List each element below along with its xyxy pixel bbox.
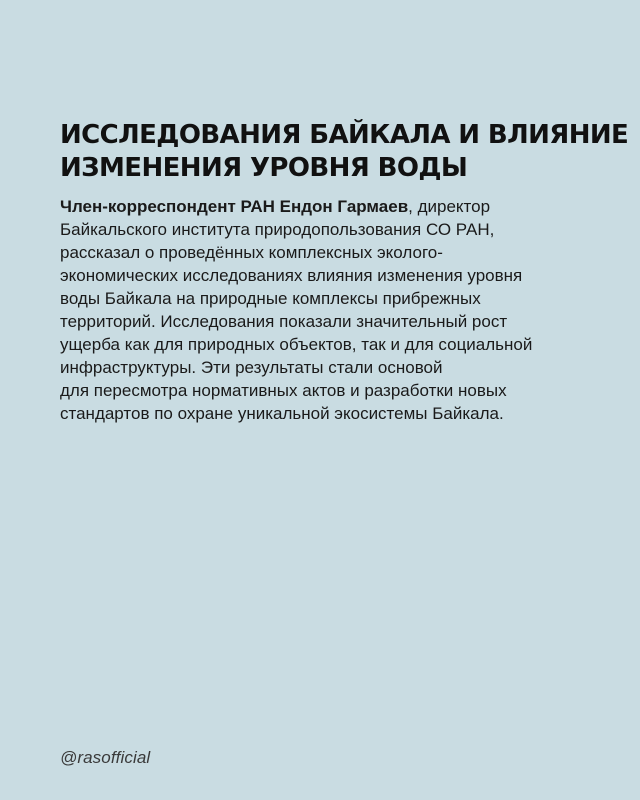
post-body-line-5: воды Байкала на природные комплексы прибрежных [60, 289, 481, 308]
post-title-line-2: ИЗМЕНЕНИЯ УРОВНЯ ВОДЫ [60, 153, 468, 183]
post-title [60, 119, 629, 185]
post-body-line-4: экономических исследованиях влияния изменения уровня [60, 266, 523, 285]
author-name: Член-корреспондент РАН Ендон Гармаев [60, 197, 409, 216]
post-body-line-2: Байкальского института природопользования СО РАН, [60, 220, 495, 239]
post-body-line-10: стандартов по охране уникальной экосистемы Байкала. [60, 404, 504, 423]
post-body-line-8: инфраструктуры. Эти результаты стали основой [60, 358, 443, 377]
author-role-start: , директор [408, 197, 491, 216]
post-title-line-1: ИССЛЕДОВАНИЯ БАЙКАЛА И ВЛИЯНИЕ [60, 120, 629, 150]
post-body-line-3: рассказал о проведённых комплексных эколого- [60, 243, 443, 262]
post-body [60, 195, 590, 425]
post-body-line-6: территорий. Исследования показали значительный рост [60, 312, 508, 331]
post-card [60, 119, 629, 425]
post-body-line-7: ущерба как для природных объектов, так и для социальной [60, 335, 533, 354]
post-body-line-9: для пересмотра нормативных актов и разработки новых [60, 381, 507, 400]
account-handle: @rasofficial [60, 748, 151, 767]
post-body-line-1 [60, 195, 590, 218]
